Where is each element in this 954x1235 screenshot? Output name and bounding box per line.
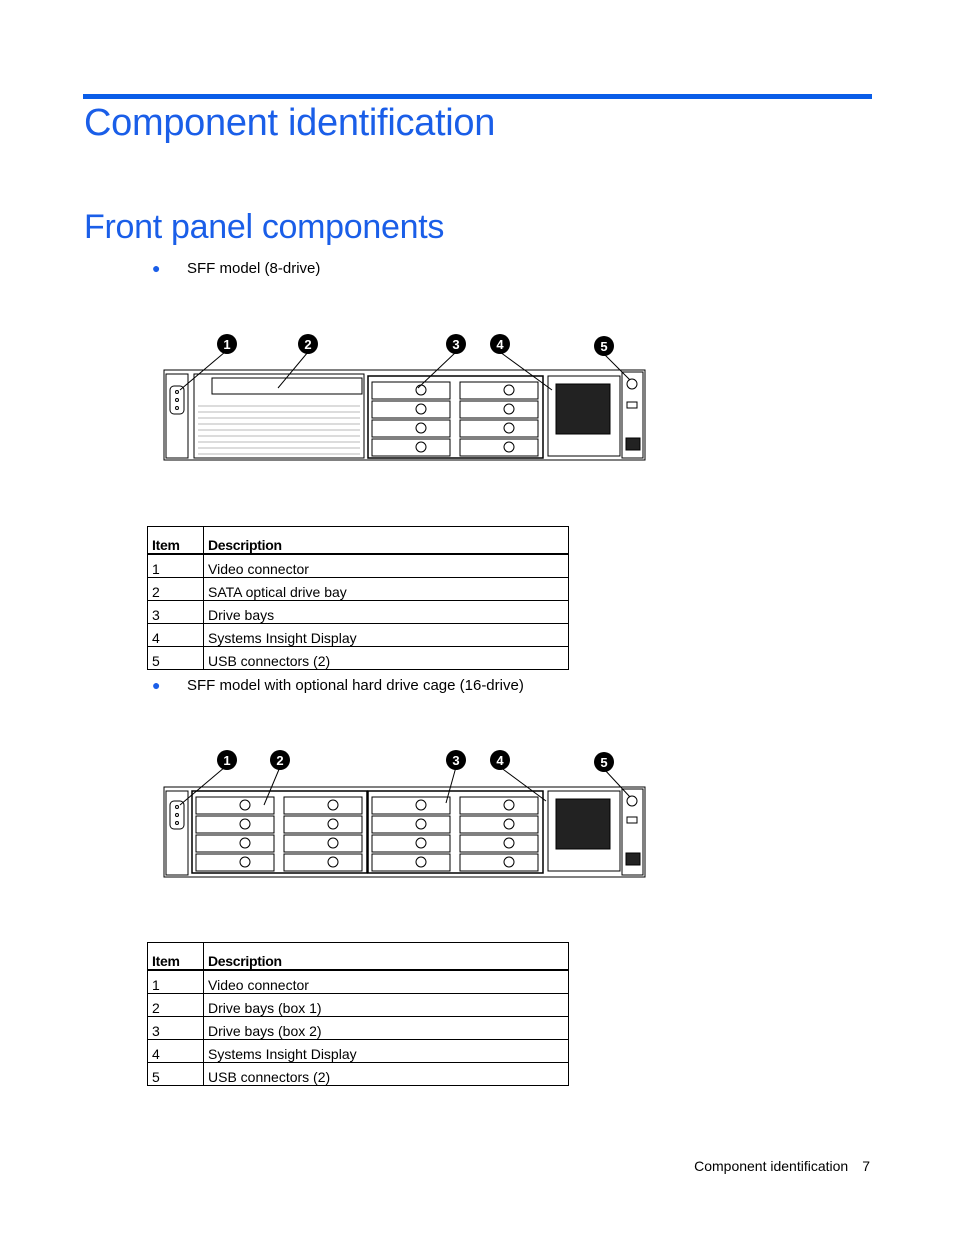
item-number: 4 xyxy=(148,624,204,647)
item-description: Video connector xyxy=(204,970,569,994)
server-front-diagram-16-drive xyxy=(160,745,660,885)
item-number: 2 xyxy=(148,994,204,1017)
heading-rule xyxy=(83,94,872,99)
item-description: Drive bays (box 2) xyxy=(204,1017,569,1040)
item-description: USB connectors (2) xyxy=(204,647,569,670)
column-header: Description xyxy=(204,943,569,971)
table-header-row xyxy=(148,943,569,971)
item-table-1 xyxy=(147,526,569,670)
item-description: Drive bays (box 1) xyxy=(204,994,569,1017)
table-row xyxy=(148,994,569,1017)
bullet-icon: ● xyxy=(152,260,161,276)
table-row xyxy=(148,647,569,670)
callout-3: 3 xyxy=(452,753,460,768)
callout-4: 4 xyxy=(496,753,504,768)
item-description: Systems Insight Display xyxy=(204,624,569,647)
item-number: 2 xyxy=(148,578,204,601)
page-title: Component identification xyxy=(84,102,496,144)
section-title: Front panel components xyxy=(84,208,445,246)
item-number: 3 xyxy=(148,601,204,624)
column-header: Item xyxy=(148,527,204,555)
bullet-item-2: ● SFF model with optional hard drive cage (16-drive) xyxy=(152,677,524,694)
bullet-item-1: ● SFF model (8-drive) xyxy=(152,260,321,277)
callout-5: 5 xyxy=(600,755,608,770)
item-number: 5 xyxy=(148,1063,204,1086)
page-number: 7 xyxy=(862,1158,870,1174)
item-number: 5 xyxy=(148,647,204,670)
callout-markers xyxy=(217,334,614,356)
callout-1: 1 xyxy=(223,337,231,352)
bullet-icon: ● xyxy=(152,677,161,693)
callout-2: 2 xyxy=(276,753,284,768)
table-row xyxy=(148,970,569,994)
callout-5: 5 xyxy=(600,339,608,354)
table-row xyxy=(148,601,569,624)
callout-1: 1 xyxy=(223,753,231,768)
table-row xyxy=(148,1040,569,1063)
item-description: Systems Insight Display xyxy=(204,1040,569,1063)
table-row xyxy=(148,554,569,578)
item-description: SATA optical drive bay xyxy=(204,578,569,601)
table-row xyxy=(148,1063,569,1086)
callout-markers xyxy=(217,750,614,772)
item-description: USB connectors (2) xyxy=(204,1063,569,1086)
server-front-diagram-8-drive xyxy=(160,330,660,470)
column-header: Item xyxy=(148,943,204,971)
table-header-row xyxy=(148,527,569,555)
item-number: 4 xyxy=(148,1040,204,1063)
callout-4: 4 xyxy=(496,337,504,352)
footer-section-label: Component identification xyxy=(694,1158,849,1174)
item-description: Video connector xyxy=(204,554,569,578)
callout-3: 3 xyxy=(452,337,460,352)
item-number: 1 xyxy=(148,554,204,578)
page-footer xyxy=(694,1158,870,1174)
item-table-2 xyxy=(147,942,569,1086)
item-number: 3 xyxy=(148,1017,204,1040)
item-number: 1 xyxy=(148,970,204,994)
table-row xyxy=(148,578,569,601)
callout-2: 2 xyxy=(304,337,312,352)
table-row xyxy=(148,1017,569,1040)
item-description: Drive bays xyxy=(204,601,569,624)
table-row xyxy=(148,624,569,647)
column-header: Description xyxy=(204,527,569,555)
